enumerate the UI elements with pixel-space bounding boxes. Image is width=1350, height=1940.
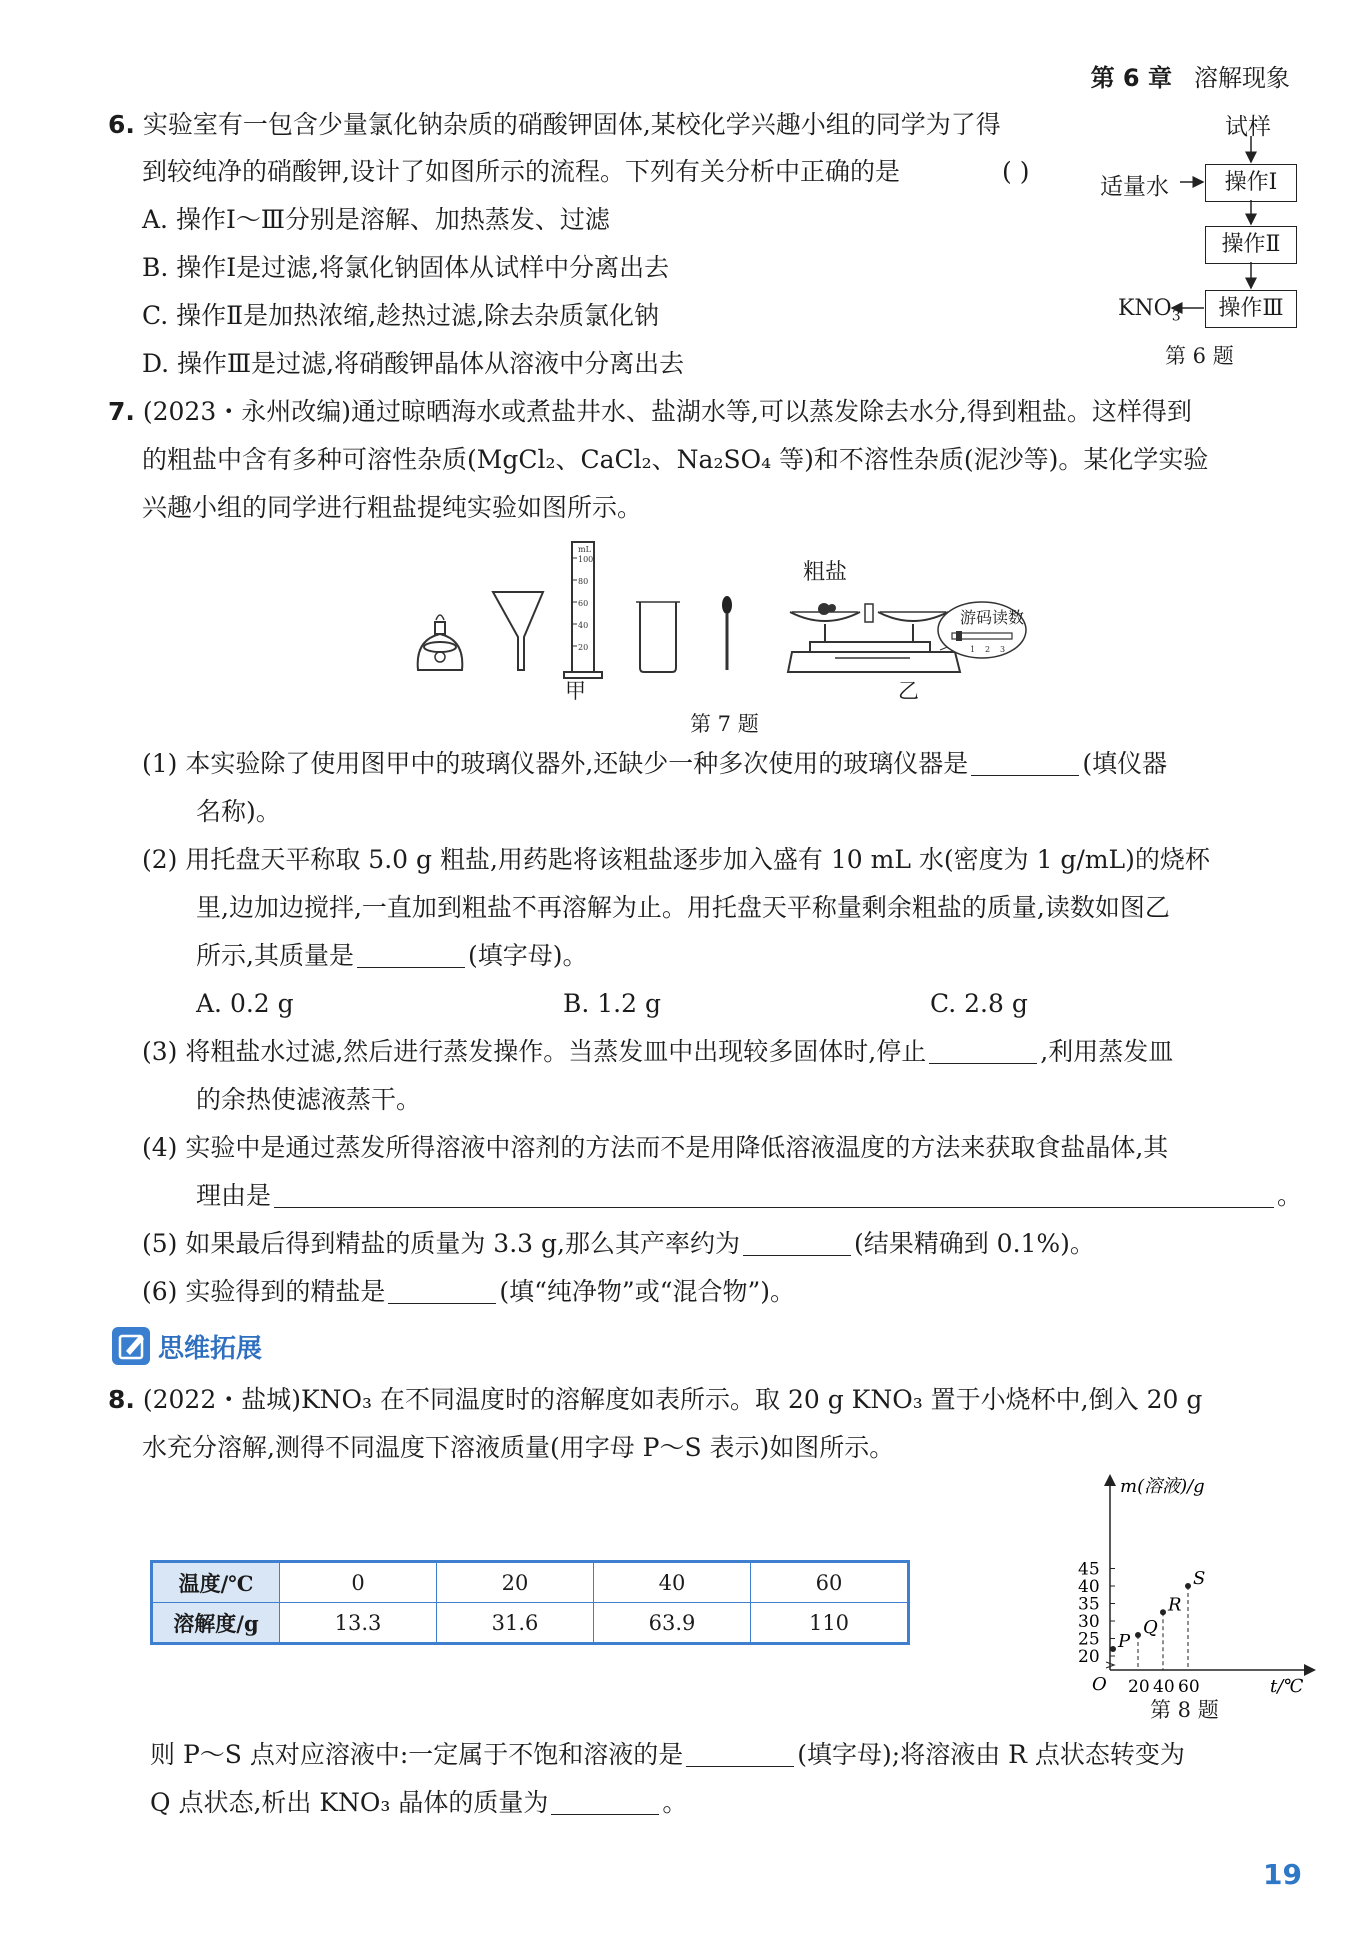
flow-arrows [1100,100,1320,340]
q7-line3: 兴趣小组的同学进行粗盐提纯实验如图所示。 [142,493,643,522]
flow-sample-label: 试样 [1225,114,1271,140]
q6-option-c: C. 操作Ⅱ是加热浓缩,趁热过滤,除去杂质氯化钠 [142,301,660,330]
chapter-title: 溶解现象 [1194,64,1290,92]
q8-line1: 8. (2022・盐城)KNO₃ 在不同温度时的溶解度如表所示。取 20 g KNO₃ 置于小烧杯中,倒入 20 g [108,1385,1203,1414]
section-title: 思维拓展 [158,1333,263,1364]
q7-sub2: (2) 用托盘天平称取 5.0 g 粗盐,用药匙将该粗盐逐步加入盛有 10 mL 水(密度为 1 g/mL)的烧杯 [142,845,1210,874]
cuyan-label: 粗盐 [803,560,848,585]
q7-sub2-option-a: A. 0.2 g [196,989,294,1018]
answer-blank[interactable] [357,945,465,968]
y-tick-label: 20 [1078,1647,1100,1667]
table-cell: 31.6 [437,1603,594,1644]
alcohol-lamp-icon [418,615,463,670]
svg-text:60: 60 [578,599,589,608]
beaker-icon [636,602,680,672]
figure-label-jia: 甲 [565,679,586,703]
cylinder-unit: mL [578,545,591,554]
q7-sub2-option-c: C. 2.8 g [930,989,1028,1018]
y-tick-label: 40 [1078,1577,1100,1597]
table-cell: 110 [751,1603,909,1644]
x-axis-label: t/℃ [1270,1676,1304,1695]
flow-water-label: 适量水 [1100,174,1169,200]
q6-option-a: A. 操作Ⅰ～Ⅲ分别是溶解、加热蒸发、过滤 [142,205,610,234]
point-label: R [1168,1594,1182,1616]
origin-label: O [1092,1674,1107,1695]
q7-line2: 的粗盐中含有多种可溶性杂质(MgCl₂、CaCl₂、Na₂SO₄ 等)和不溶性杂质(泥沙等)。某化学实验 [142,445,1209,474]
table-row [152,1562,909,1603]
q6-option-b: B. 操作Ⅰ是过滤,将氯化钠固体从试样中分离出去 [142,253,670,282]
svg-text:3: 3 [1000,645,1006,654]
table-cell: 0 [280,1562,437,1603]
answer-blank[interactable] [743,1233,851,1256]
x-tick-label: 40 [1153,1677,1175,1695]
q7-sub1: (1) 本实验除了使用图甲中的玻璃仪器外,还缺少一种多次使用的玻璃仪器是 (填仪器 [142,749,1168,778]
y-axis-label: m(溶液)/g [1120,1476,1205,1497]
figure-label-yi: 乙 [898,679,919,703]
flow-op2-box: 操作Ⅱ [1205,226,1297,264]
q7-line1: 7. (2023・永州改编)通过晾晒海水或煮盐井水、盐湖水等,可以蒸发除去水分,得到粗盐。这样得到 [108,397,1192,426]
table-header-cell: 温度/℃ [152,1562,280,1603]
svg-text:2: 2 [985,645,991,654]
svg-text:40: 40 [578,621,589,630]
answer-blank[interactable] [274,1185,1274,1208]
y-tick-label: 45 [1078,1559,1100,1580]
q6-figure-caption: 第 6 题 [1165,344,1234,368]
y-tick-label: 25 [1078,1629,1100,1650]
q6-number: 6. [108,110,135,139]
q8-chart [1070,1470,1330,1695]
funnel-icon [493,592,543,670]
q6-answer-paren: ( ) [1002,157,1030,186]
y-tick-label: 35 [1078,1594,1100,1615]
svg-text:20: 20 [578,643,589,652]
svg-text:80: 80 [578,577,589,586]
q7-sub5: (5) 如果最后得到精盐的质量为 3.3 g,那么其产率约为 (结果精确到 0.1%)。 [142,1229,1095,1258]
flow-op3-box: 操作Ⅲ [1205,290,1297,328]
flow-kno3-label: $KNO_3$ [1118,296,1181,325]
q7-sub4-cont: 理由是 。 [196,1181,1303,1210]
point-label: S [1193,1568,1206,1589]
chapter-header [1091,58,1290,93]
page-number: 19 [1263,1858,1302,1891]
data-point [1110,1646,1116,1652]
table-cell: 63.9 [594,1603,751,1644]
q7-sub2-option-b: B. 1.2 g [563,989,661,1018]
answer-blank[interactable] [686,1744,794,1767]
q8-line2: 水充分溶解,测得不同温度下溶液质量(用字母 P～S 表示)如图所示。 [142,1433,895,1462]
y-tick-label: 30 [1078,1612,1100,1632]
q7-sub2-cont1: 里,边加边搅拌,一直加到粗盐不再溶解为止。用托盘天平称量剩余粗盐的质量,读数如图乙 [196,893,1170,922]
q8-number: 8. [108,1385,135,1414]
flow-op1-box: 操作Ⅰ [1205,164,1297,202]
q7-sub1-cont: 名称)。 [196,797,281,826]
q7-number: 7. [108,397,135,426]
table-header-cell: 溶解度/g [152,1603,280,1644]
table-cell: 20 [437,1562,594,1603]
dropper-icon [722,596,732,670]
pencil-note-icon [112,1327,150,1365]
q8-line4: Q 点状态,析出 KNO₃ 晶体的质量为 。 [150,1788,688,1817]
q6-line1: 6. 实验室有一包含少量氯化钠杂质的硝酸钾固体,某校化学兴趣小组的同学为了得 [108,110,1001,139]
q7-apparatus-figure [400,530,1040,705]
point-label: Q [1143,1617,1158,1638]
q7-sub3: (3) 将粗盐水过滤,然后进行蒸发操作。当蒸发皿中出现较多固体时,停止 ,利用蒸发皿 [142,1037,1174,1066]
q6-line2: 到较纯净的硝酸钾,设计了如图所示的流程。下列有关分析中正确的是 [142,157,900,186]
answer-blank[interactable] [971,753,1079,776]
table-cell: 40 [594,1562,751,1603]
x-tick-label: 20 [1128,1677,1150,1695]
solubility-table [150,1560,910,1645]
table-cell: 60 [751,1562,909,1603]
data-point [1185,1583,1191,1589]
table-row [152,1603,909,1644]
svg-text:100: 100 [578,555,594,564]
youma-label: 游码读数 [960,608,1025,627]
answer-blank[interactable] [929,1041,1037,1064]
section-header [112,1325,262,1367]
point-label: P [1118,1631,1131,1652]
q6-option-d: D. 操作Ⅲ是过滤,将硝酸钾晶体从溶液中分离出去 [142,349,685,378]
svg-text:1: 1 [970,645,976,654]
answer-blank[interactable] [388,1281,496,1304]
q7-sub4: (4) 实验中是通过蒸发所得溶液中溶剂的方法而不是用降低溶液温度的方法来获取食盐晶体,其 [142,1133,1169,1162]
x-tick-label: 60 [1178,1677,1200,1695]
answer-blank[interactable] [551,1792,659,1815]
data-point [1160,1609,1166,1615]
q7-sub2-cont2: 所示,其质量是 (填字母)。 [196,941,588,970]
q7-sub3-cont: 的余热使滤液蒸干。 [196,1085,422,1114]
q7-sub6: (6) 实验得到的精盐是 (填“纯净物”或“混合物”)。 [142,1277,796,1306]
measuring-cylinder-icon [564,542,602,678]
q8-line3: 则 P～S 点对应溶液中:一定属于不饱和溶液的是 (填字母);将溶液由 R 点状态转变为 [150,1740,1185,1769]
table-cell: 13.3 [280,1603,437,1644]
q7-figure-caption: 第 7 题 [690,712,759,736]
chapter-number: 第 6 章 [1090,64,1172,92]
data-point [1135,1632,1141,1638]
q8-figure-caption: 第 8 题 [1150,1698,1219,1722]
